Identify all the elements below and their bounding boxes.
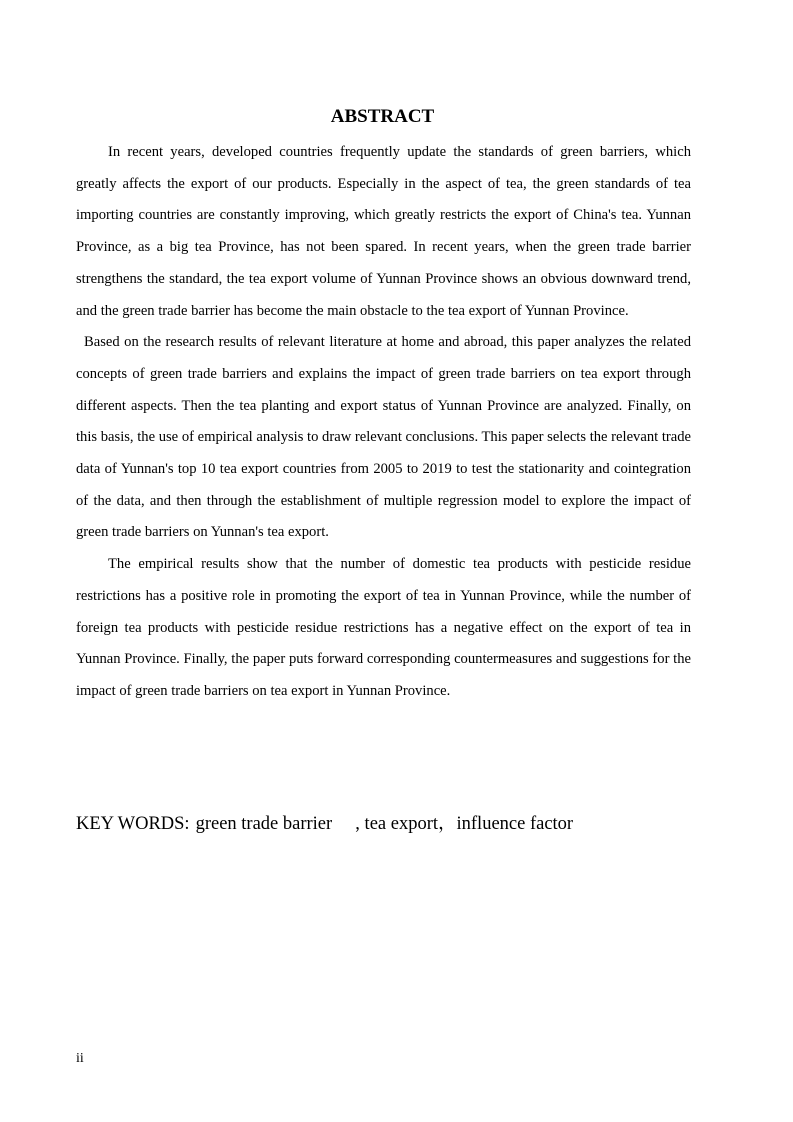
- keywords-label: KEY WORDS:: [76, 814, 190, 834]
- abstract-title: ABSTRACT: [330, 106, 435, 127]
- keywords-text: green trade barrier , tea export，influence factor: [195, 814, 574, 834]
- abstract-paragraph-3: The empirical results show that the number of domestic tea products with pesticide residue restrictions has a positive role in promoting the export of tea in Yunnan Province, while the number of foreign tea products with pesticide residue restrictions has a negative effect on the export of tea in Yunnan Province. Finally, the paper puts forward corresponding countermeasures and suggestions for the impact of green trade barriers on tea export in Yunnan Province.: [76, 556, 691, 699]
- keywords-line: [76, 811, 573, 837]
- abstract-paragraph-1: In recent years, developed countries frequently update the standards of green barriers, which greatly affects the export of our products. Especially in the aspect of tea, the green standards of tea importing countries are constantly improving, which greatly restricts the export of China's tea. Yunnan Province, as a big tea Province, has not been spared. In recent years, when the green trade barrier strengthens the standard, the tea export volume of Yunnan Province shows an obvious downward trend, and the green trade barrier has become the main obstacle to the tea export of Yunnan Province.: [76, 144, 691, 319]
- abstract-body: [76, 137, 691, 708]
- abstract-paragraph-2: Based on the research results of relevant literature at home and abroad, this paper analyzes the related concepts of green trade barriers and explains the impact of green trade barriers on tea export through different aspects. Then the tea planting and export status of Yunnan Province are analyzed. Finally, on this basis, the use of empirical analysis to draw relevant conclusions. This paper selects the relevant trade data of Yunnan's top 10 tea export countries from 2005 to 2019 to test the stationarity and cointegration of the data, and then through the establishment of multiple regression model to explore the impact of green trade barriers on Yunnan's tea export.: [76, 334, 691, 541]
- page-number: ii: [76, 1051, 84, 1066]
